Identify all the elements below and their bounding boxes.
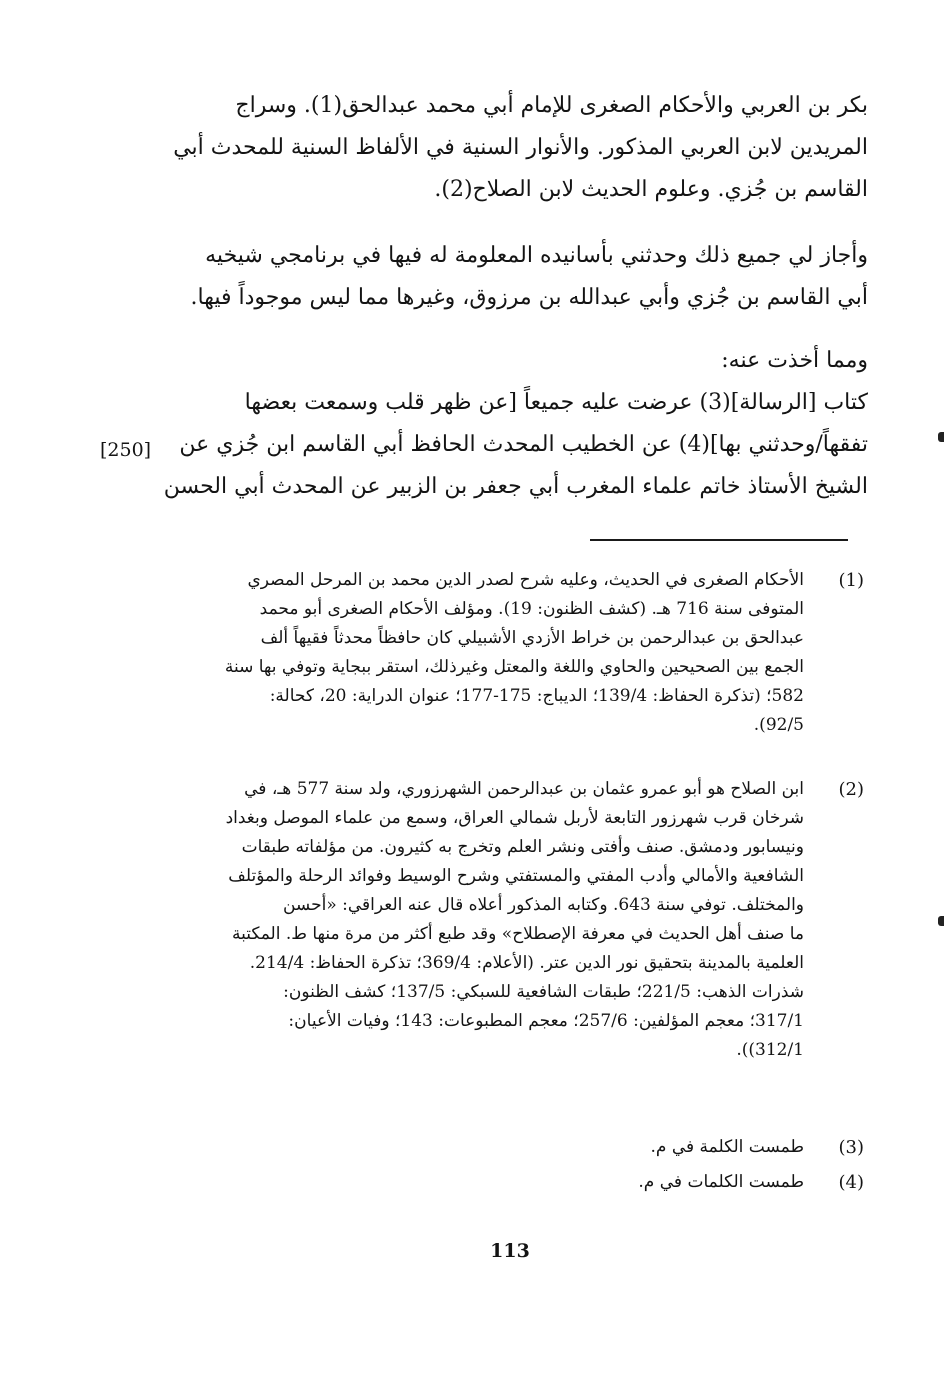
footnote-line: الأحكام الصغرى في الحديث، وعليه شرح لصدر الدين محمد بن المرحل المصري [247,570,804,590]
text-line: القاسم بن جُزي. وعلوم الحديث لابن الصلاح(2). [434,177,868,202]
main-paragraph-1 [158,85,868,211]
main-paragraph-2 [158,235,868,319]
footnote-line: ابن الصلاح هو أبو عمرو عثمان بن عبدالرحمن الشهرزوري، ولد سنة 577 هـ، في [244,779,804,799]
footnote-text [162,1168,804,1197]
footnote-number: (4) [838,1172,864,1193]
footnote-line: ما صنف أهل الحديث في معرفة الإصطلاح» وقد طبع أكثر من مرة منها ط. المكتبة [231,924,804,944]
footnote-line: طمست الكلمات في م. [638,1172,804,1192]
main-paragraph-3 [158,340,868,508]
text-line: كتاب [الرسالة](3) عرضت عليه جميعاً [عن ظهر قلب وسمعت بعضها [244,390,868,415]
footnote-text [162,775,804,1065]
footnote-line: طمست الكلمة في م. [650,1137,804,1157]
footnote-number: (3) [838,1137,864,1158]
text-line: المريدين لابن العربي المذكور. والأنوار السنية في الألفاظ السنية للمحدث أبي [173,135,868,160]
footnote-line: ونيسابور ودمشق. صنف وأفتى ونشر العلم وتخرج به كثيرون. من مؤلفاته طبقات [241,837,804,857]
footnote-separator [590,539,848,541]
footnote-line: العلمية بالمدينة بتحقيق نور الدين عتر. (الأعلام: 369/4؛ تذكرة الحفاظ: 214/4. [249,953,804,973]
footnote-text [162,566,804,740]
margin-page-reference: [250] [100,439,152,461]
footnote-line: 317/1؛ معجم المؤلفين: 257/6؛ معجم المطبوعات: 143؛ وفيات الأعيان: [288,1011,804,1031]
binding-mark [938,916,944,926]
page-number: 113 [490,1240,530,1262]
text-line: وأجاز لي جميع ذلك وحدثني بأسانيده المعلومة له فيها في برنامجي شيخيه [205,243,868,268]
footnote-line: 582؛ (تذكرة الحفاظ: 139/4؛ الديباج: 175-177؛ عنوان الدراية: 20، كحالة: [269,686,804,706]
footnote-line: 312/1)). [736,1040,804,1060]
footnote-number: (1) [838,570,864,591]
footnote-line: الجمع بين الصحيحين والحاوي واللغة والمعتل وغيرذلك، استقر ببجاية وتوفي بها سنة [224,657,804,677]
text-line: أبي القاسم بن جُزي وأبي عبدالله بن مرزوق، وغيرها مما ليس موجوداً فيها. [190,285,868,310]
footnote-number: (2) [838,779,864,800]
text-line: الشيخ الأستاذ خاتم علماء المغرب أبي جعفر بن الزبير عن المحدث أبي الحسن [163,474,868,499]
footnote-1 [162,566,864,740]
footnote-3 [162,1133,864,1162]
text-line: بكر بن العربي والأحكام الصغرى للإمام أبي محمد عبدالحق(1). وسراج [235,93,868,118]
footnote-line: عبدالحق بن عبدالرحمن بن خراط الأزدي الأشبيلي كان حافظاً محدثاً فقيهاً ألف [260,628,804,648]
binding-mark [938,432,944,442]
text-line: ومما أخذت عنه: [721,348,868,373]
text-line: تفقهاً/وحدثني بها](4) عن الخطيب المحدث الحافظ أبي القاسم ابن جُزي عن [179,432,868,457]
footnote-line: 92/5). [753,715,804,735]
footnote-line: شرخان قرب شهرزور التابعة لأربل شمالي العراق، وسمع من علماء الموصل وبغداد [225,808,804,828]
footnote-line: المتوفى سنة 716 هـ. (كشف الظنون: 19). ومؤلف الأحكام الصغرى أبو محمد [259,599,804,619]
footnote-line: شذرات الذهب: 221/5؛ طبقات الشافعية للسبكي: 137/5؛ كشف الظنون: [283,982,804,1002]
footnote-line: الشافعية والأمالي وأدب المفتي والمستفتي وشرح الوسيط وفوائد الرحلة والمؤتلف [228,866,804,886]
footnote-4 [162,1168,864,1197]
footnote-line: والمختلف. توفي سنة 643. وكتابه المذكور أعلاه قال عنه العراقي: «أحسن [282,895,804,915]
footnote-2 [162,775,864,1065]
footnote-text [162,1133,804,1162]
